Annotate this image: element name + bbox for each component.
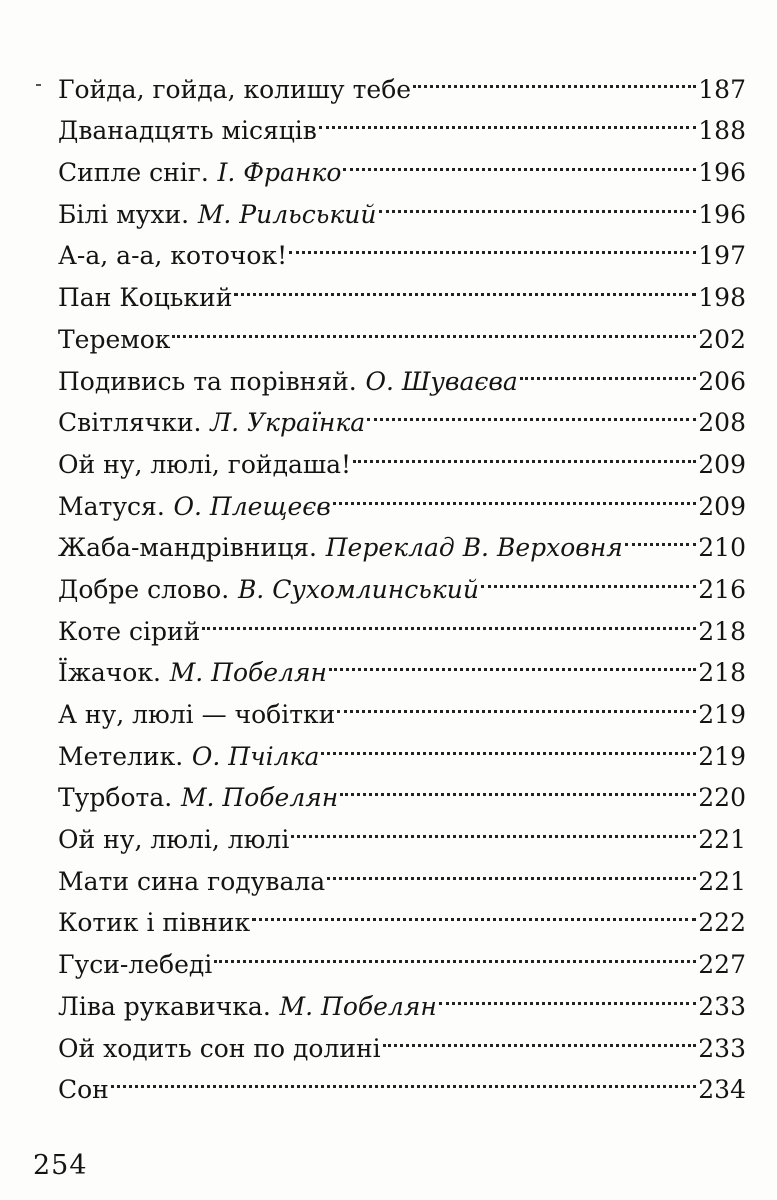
toc-dot-leader <box>170 306 698 348</box>
toc-entry-page: 208 <box>698 408 746 438</box>
toc-entry-title: Пан Коцький <box>58 283 233 313</box>
toc-entry-title: Гуси-лебеді <box>58 950 213 980</box>
toc-dot-leader <box>437 973 698 1015</box>
toc-dot-leader <box>377 181 699 223</box>
toc-entry-title: Ой ходить сон по долині <box>58 1033 381 1063</box>
toc-dot-leader <box>341 139 698 181</box>
toc-entry-title: Ой ну, люлі, люлі <box>58 825 290 855</box>
toc-entry <box>58 681 746 729</box>
toc-entry-author: О. Пчілка <box>191 741 320 771</box>
toc-entry-title: Коте сірий <box>58 616 201 646</box>
toc-entry-page: 196 <box>698 158 746 188</box>
toc-dot-leader <box>317 98 698 140</box>
toc-dot-leader <box>289 806 698 848</box>
toc-entry-title: Сон <box>58 1075 109 1105</box>
toc-entry-author: О. Плещеєв <box>173 491 331 521</box>
toc-dot-leader <box>338 765 698 807</box>
toc-entry-page: 221 <box>698 825 746 855</box>
toc-entry-title: Ліва рукавичка. <box>58 991 271 1021</box>
toc-entry-title: Матуся. <box>58 491 165 521</box>
toc-dot-leader <box>200 598 698 640</box>
toc-entry-page: 187 <box>698 74 746 104</box>
toc-dot-leader <box>365 390 698 432</box>
toc-dot-leader <box>287 223 698 265</box>
toc-entry-title: Мати сина годувала <box>58 866 326 896</box>
toc-dot-leader <box>212 931 698 973</box>
toc-entry-title: Добре слово. <box>58 574 230 604</box>
toc-entry-page: 219 <box>698 741 746 771</box>
toc-entry-author: М. Побелян <box>180 783 339 813</box>
toc-entry-title: Жаба-мандрівниця. <box>58 533 317 563</box>
toc-entry-author: М. Побелян <box>169 658 328 688</box>
toc-entry-title: Сипле сніг. <box>58 158 209 188</box>
toc-entry <box>58 1057 746 1105</box>
margin-mark <box>36 84 41 86</box>
toc-dot-leader <box>109 1057 698 1099</box>
toc-entry-page: 218 <box>698 616 746 646</box>
toc-dot-leader <box>411 56 698 98</box>
toc-entry-author: М. Побелян <box>279 991 437 1021</box>
toc-entry-page: 202 <box>698 324 746 354</box>
page-number: 254 <box>33 1150 88 1181</box>
toc-entry-page: 196 <box>698 199 746 229</box>
toc-entry-author: В. Сухомлинський <box>237 574 479 604</box>
toc-dot-leader <box>479 556 698 598</box>
toc-entry-page: 197 <box>698 241 746 271</box>
toc-entry-title: Теремок <box>58 324 171 354</box>
toc-entry-page: 198 <box>698 283 746 313</box>
toc-entry-title: Дванадцять місяців <box>58 116 317 146</box>
toc-entry-page: 221 <box>698 866 746 896</box>
toc-dot-leader <box>327 640 698 682</box>
toc-entry-page: 210 <box>698 533 746 563</box>
toc-entry-page: 233 <box>698 1033 746 1063</box>
toc-entry-title: Білі мухи. <box>58 199 190 229</box>
toc-entry-author: О. Шуваєва <box>365 366 518 396</box>
toc-entry-page: 188 <box>698 116 746 146</box>
toc-dot-leader <box>623 515 698 557</box>
toc-entry-author: Л. Українка <box>210 408 366 438</box>
toc-dot-leader <box>319 723 698 765</box>
toc-entry-title: Подивись та порівняй. <box>58 366 357 396</box>
toc-entry-page: 222 <box>698 908 746 938</box>
toc-entry-page: 234 <box>698 1075 746 1105</box>
toc-dot-leader <box>325 848 698 890</box>
toc-dot-leader <box>232 264 698 306</box>
toc-entry-page: 218 <box>698 658 746 688</box>
toc-entry-title: Ой ну, люлі, гойдаша! <box>58 449 352 479</box>
toc-entry-title: Їжачок. <box>58 658 161 688</box>
toc-entry-page: 209 <box>698 491 746 521</box>
toc-entry-title: Світлячки. <box>58 408 202 438</box>
toc-entry-page: 220 <box>698 783 746 813</box>
toc-entry-page: 219 <box>698 700 746 729</box>
toc-entry-title: Котик і півник <box>58 908 251 938</box>
toc-entry-page: 206 <box>698 366 746 396</box>
toc-entry-author: Переклад В. Верховня <box>325 533 623 563</box>
toc-entry-page: 233 <box>698 991 746 1021</box>
toc-entry-title: А-а, а-а, коточок! <box>58 241 288 271</box>
toc-dot-leader <box>518 348 698 390</box>
toc-entry <box>58 56 746 104</box>
toc-entry-title: А ну, люлі — чобітки <box>58 700 336 729</box>
toc-dot-leader <box>331 473 698 515</box>
toc-entry-page: 209 <box>698 449 746 479</box>
toc-dot-leader <box>335 681 698 723</box>
toc-entry-title: Гойда, гойда, колишу тебе <box>58 74 412 104</box>
toc-dot-leader <box>351 431 698 473</box>
table-of-contents <box>58 56 746 1105</box>
toc-entry-title: Метелик. <box>58 741 184 771</box>
toc-entry-page: 227 <box>698 950 746 980</box>
toc-entry-author: І. Франко <box>217 158 342 188</box>
toc-entry-author: М. Рильський <box>197 199 377 229</box>
toc-dot-leader <box>250 890 698 932</box>
toc-dot-leader <box>381 1015 699 1057</box>
toc-entry-page: 216 <box>698 574 746 604</box>
toc-entry-title: Турбота. <box>58 783 173 813</box>
